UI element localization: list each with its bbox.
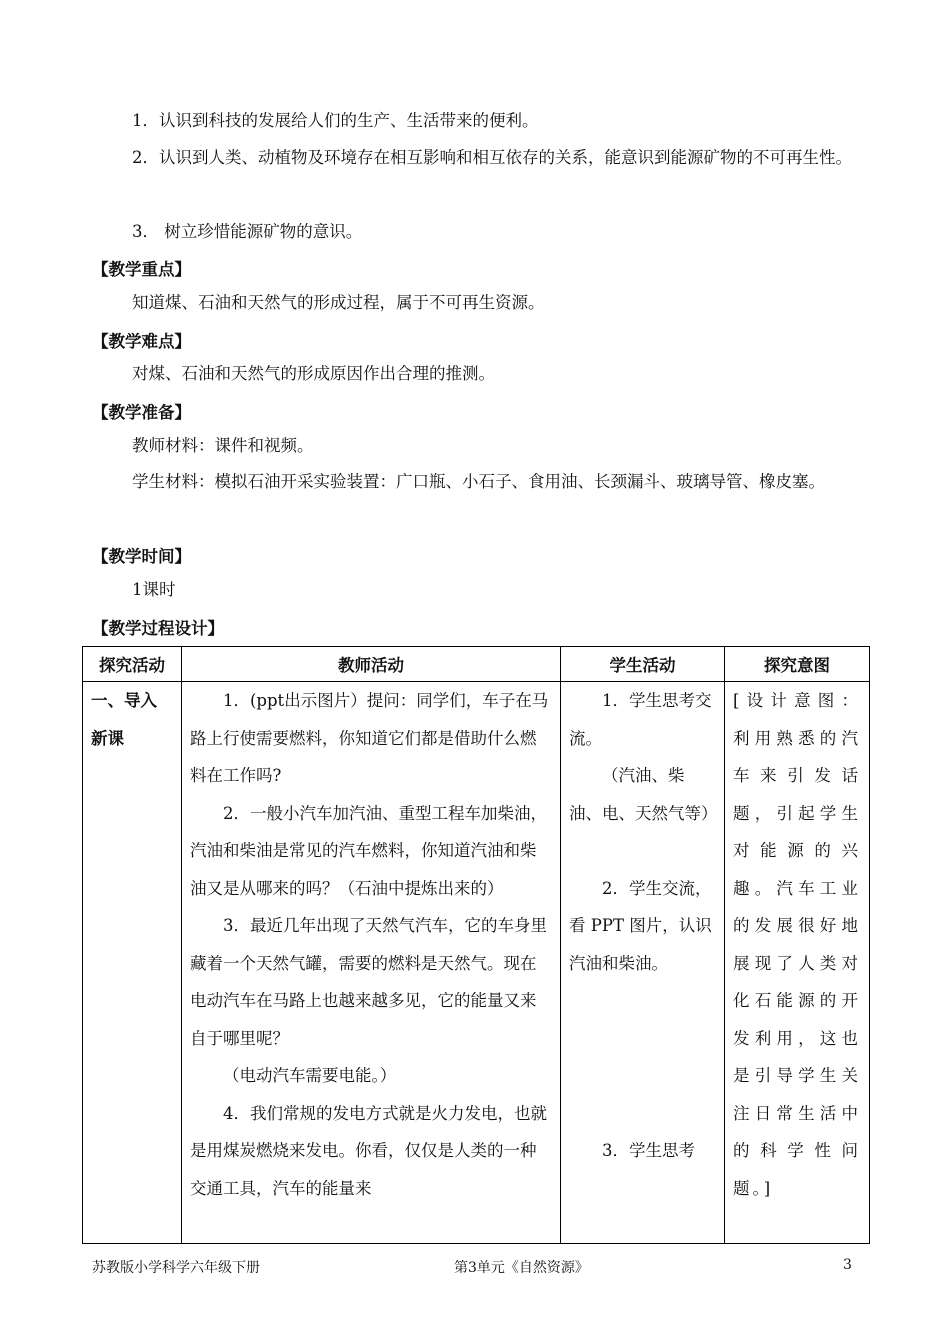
teacher-step-1: 1．(ppt出示图片）提问：同学们，车子在马路上行使需要燃料，你知道它们都是借助什么燃料在工作吗? xyxy=(190,691,549,785)
intent-line: 题，引起学生 xyxy=(733,803,861,823)
intent-line: 发利用，这也 xyxy=(733,1028,861,1048)
intent-line: 化石能源的开 xyxy=(733,991,861,1010)
student-step-3: 3．学生思考 xyxy=(602,1141,695,1160)
header-student: 学生活动 xyxy=(561,647,725,682)
intent-line: 趣。汽车工业 xyxy=(733,878,861,898)
header-activity: 探究活动 xyxy=(83,647,182,682)
intent-text xyxy=(725,682,869,1207)
goal-1: 1．认识到科技的发展给人们的生产、生活带来的便利。 xyxy=(132,111,539,130)
time-heading: 【教学时间】 xyxy=(92,547,191,566)
difficulty-text: 对煤、石油和天然气的形成原因作出合理的推测。 xyxy=(132,364,495,383)
goal-3: 3． 树立珍惜能源矿物的意识。 xyxy=(132,222,363,241)
intent-line: 车来引发话 xyxy=(733,766,861,785)
header-intent: 探究意图 xyxy=(725,647,870,682)
intent-line: [设计意图： xyxy=(733,691,861,710)
process-heading: 【教学过程设计】 xyxy=(92,619,224,638)
intent-line: 注日常生活中 xyxy=(733,1103,861,1123)
teacher-step-4: 4．我们常规的发电方式就是火力发电，也就是用煤炭燃烧来发电。你看，仅仅是人类的一种交通工具，汽车的能量来 xyxy=(190,1103,547,1198)
footer-unit-title: 第3单元《自然资源》 xyxy=(454,1260,589,1276)
student-answer: （汽油、柴油、电、天然气等） xyxy=(569,766,718,823)
prep-student-text: 学生材料：模拟石油开采实验装置：广口瓶、小石子、食用油、长颈漏斗、玻璃导管、橡皮塞。 xyxy=(132,472,825,491)
intent-line: 题。] xyxy=(733,1178,774,1198)
process-table xyxy=(82,646,870,1244)
teacher-note: （电动汽车需要电能。） xyxy=(223,1066,397,1085)
teacher-step-3: 3．最近几年出现了天然气汽车，它的车身里藏着一个天然气罐，需要的燃料是天然气。现在电动汽车在马路上也越来越多见，它的能量又来自于哪里呢？ xyxy=(190,916,547,1048)
focus-text: 知道煤、石油和天然气的形成过程，属于不可再生资源。 xyxy=(132,293,545,312)
footer-book-title: 苏教版小学科学六年级下册 xyxy=(92,1260,260,1276)
intent-line: 对能源的兴 xyxy=(733,841,861,860)
prep-heading: 【教学准备】 xyxy=(92,403,191,422)
prep-teacher-text: 教师材料：课件和视频。 xyxy=(132,436,314,455)
student-cell xyxy=(561,682,725,1244)
intent-line: 利用熟悉的汽 xyxy=(733,728,861,748)
student-step-1: 1．学生思考交流。 xyxy=(569,691,712,748)
difficulty-heading: 【教学难点】 xyxy=(92,332,191,351)
footer-page-number: 3 xyxy=(843,1257,852,1273)
header-teacher: 教师活动 xyxy=(182,647,561,682)
table-header-row xyxy=(83,647,870,682)
intent-line: 的科学性问 xyxy=(733,1141,861,1160)
activity-name: 一、导入新课 xyxy=(91,691,157,748)
time-text: 1课时 xyxy=(132,580,176,599)
activity-cell xyxy=(83,682,182,1244)
goal-2: 2．认识到人类、动植物及环境存在相互影响和相互依存的关系，能意识到能源矿物的不可再生性。 xyxy=(132,148,852,167)
student-step-2: 2．学生交流，看 PPT 图片，认识汽油和柴油。 xyxy=(569,878,712,973)
intent-line: 是引导学生关 xyxy=(733,1066,861,1085)
teacher-cell xyxy=(182,682,561,1244)
focus-heading: 【教学重点】 xyxy=(92,260,191,279)
teacher-step-2: 2．一般小汽车加汽油、重型工程车加柴油，汽油和柴油是常见的汽车燃料，你知道汽油和柴油又是从哪来的吗？（石油中提炼出来的） xyxy=(190,803,547,898)
table-row xyxy=(83,682,870,1244)
intent-line: 展现了人类对 xyxy=(733,953,861,973)
intent-line: 的发展很好地 xyxy=(733,916,861,935)
intent-cell xyxy=(725,682,870,1244)
